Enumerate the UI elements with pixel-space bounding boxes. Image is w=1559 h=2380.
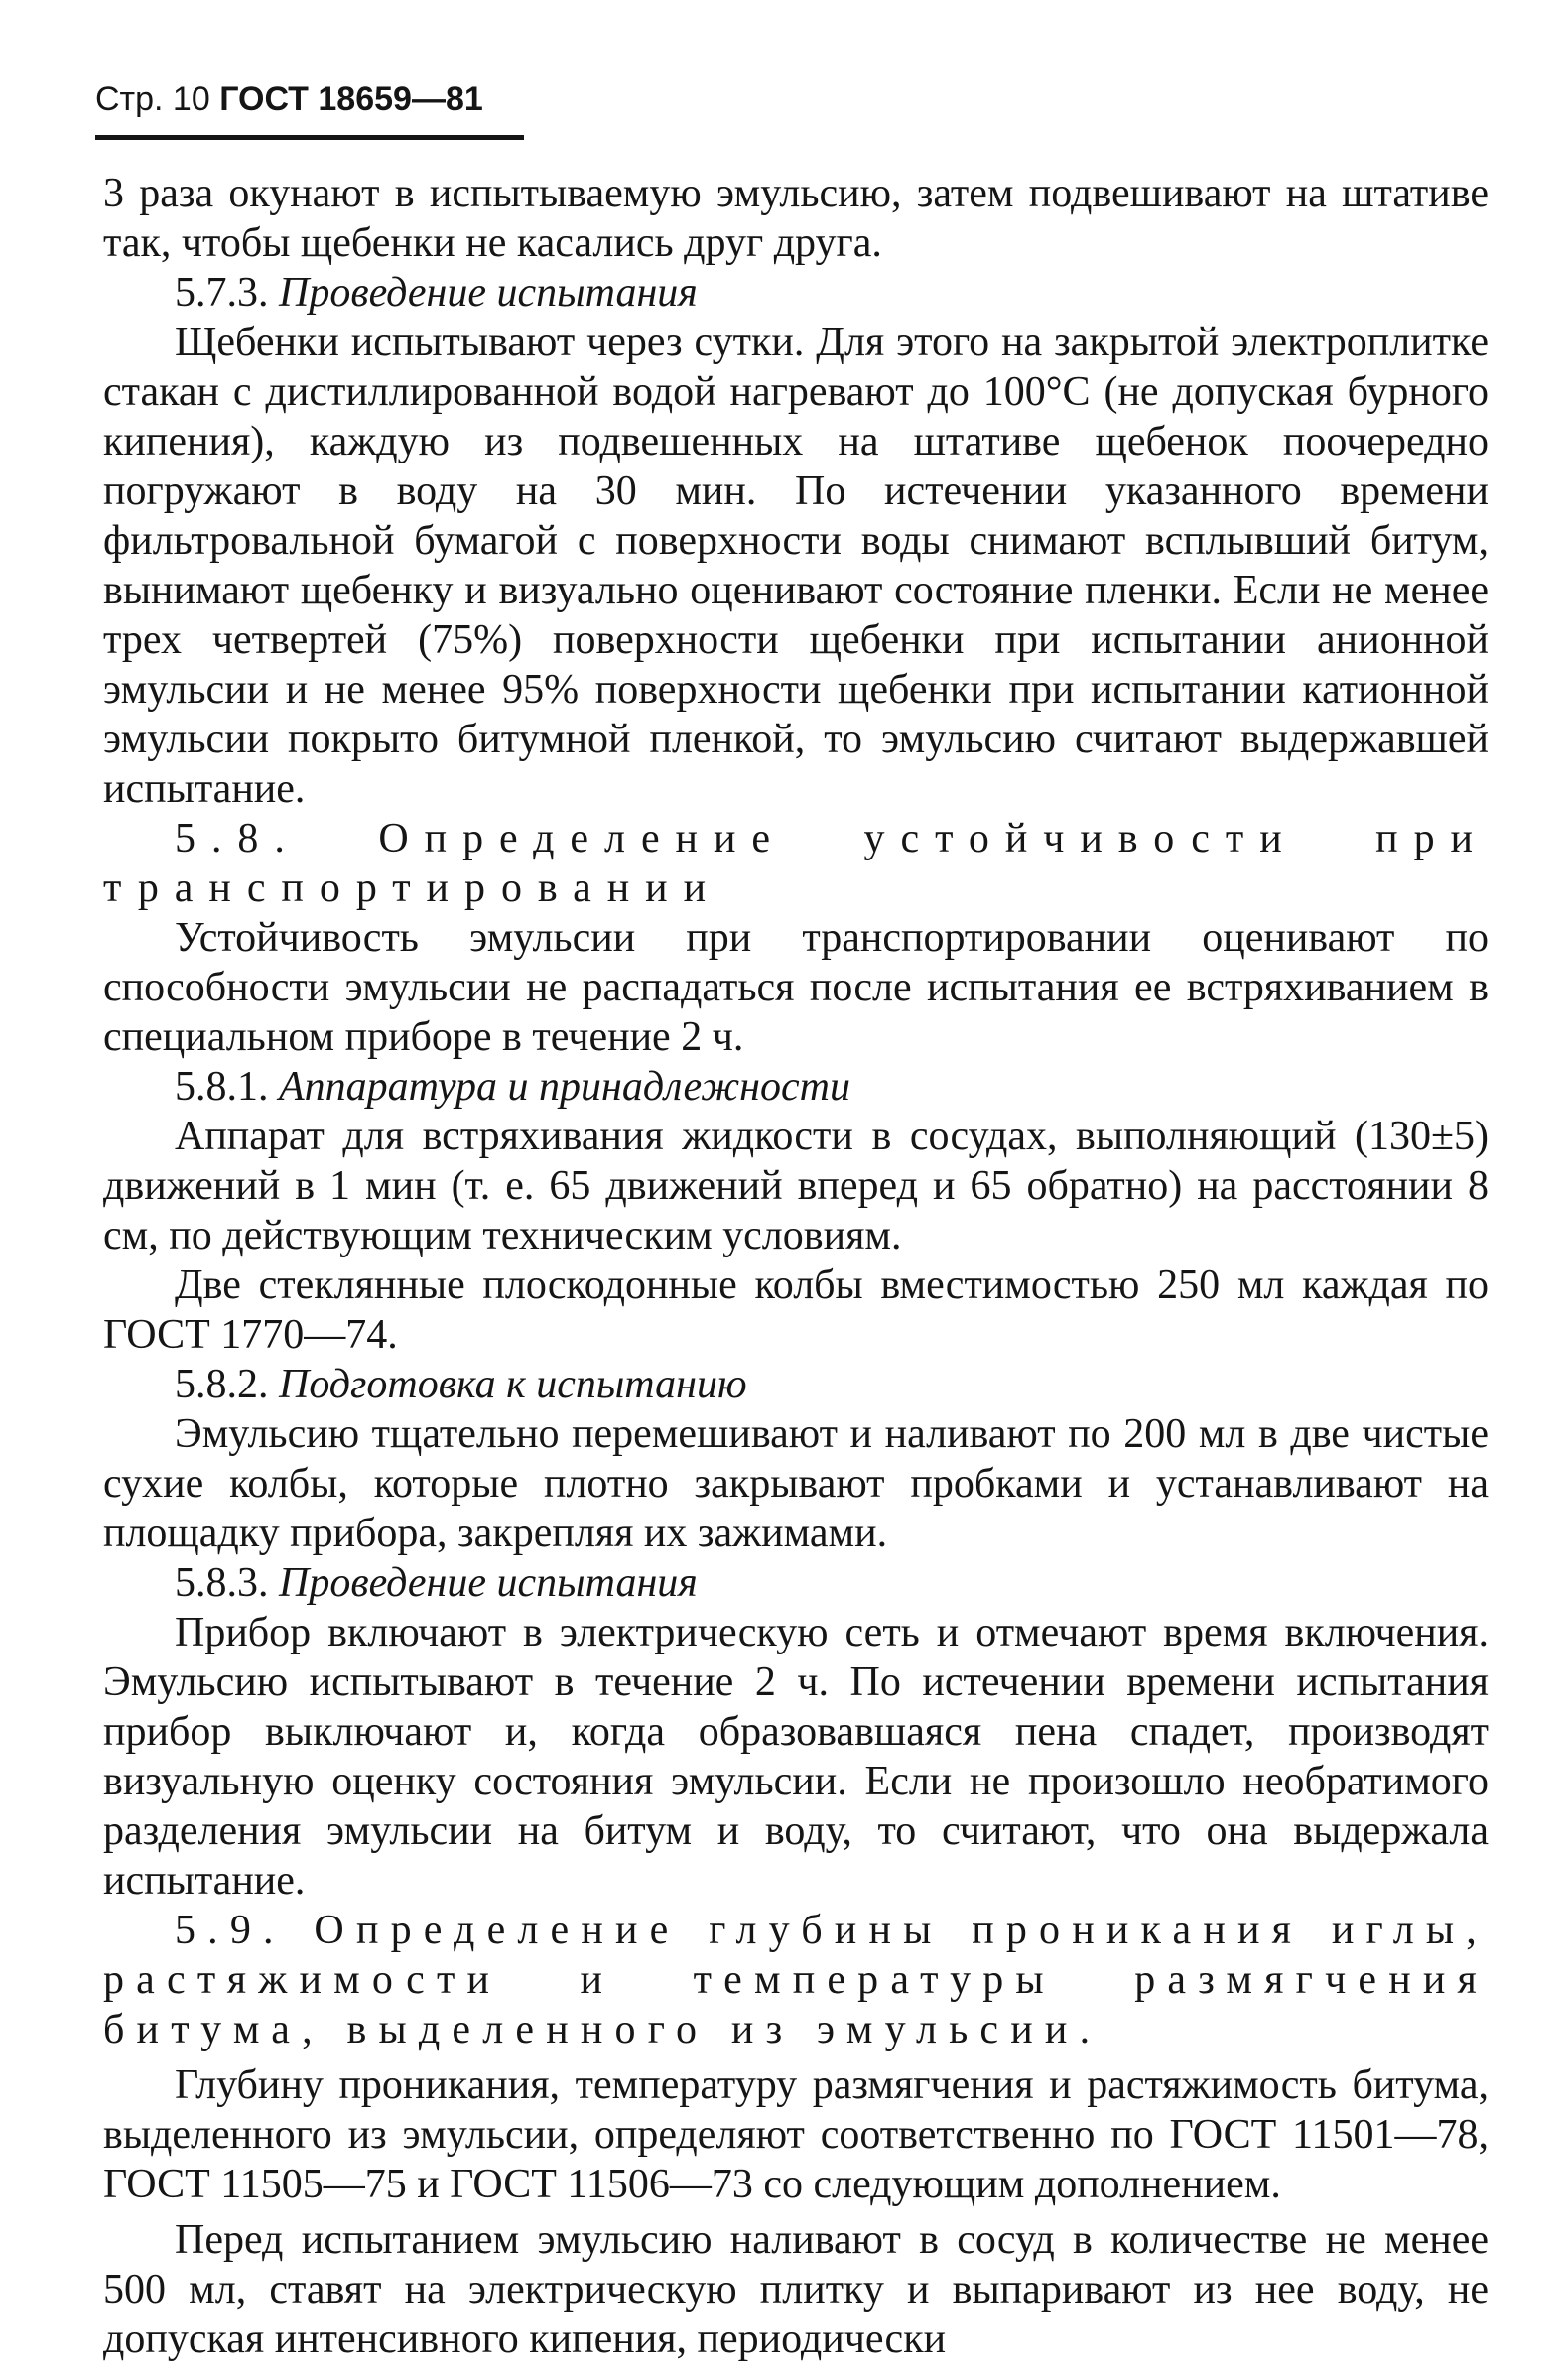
paragraph-evaporation: Перед испытанием эмульсию наливают в сосуд в количестве не менее 500 мл, ставят на электрическую плитку и выпаривают из нее воду, не допуская интенсивного кипения, периодически (103, 2217, 1489, 2362)
paragraph-flasks: Две стеклянные плоскодонные колбы вместимостью 250 мл каждая по ГОСТ 1770—74. (103, 1262, 1489, 1358)
subsection-title: Проведение испытания (279, 1560, 698, 1606)
paragraph-continuation: 3 раза окунают в испытываемую эмульсию, затем подвешивают на штативе так, чтобы щебенки не касались друг друга. (103, 171, 1489, 266)
paragraph-apparatus: Аппарат для встряхивания жидкости в сосудах, выполняющий (130±5) движений в 1 мин (т. е. 65 движений вперед и 65 обратно) на расстоянии 8 см, по действующим техническим условиям. (103, 1114, 1489, 1258)
subsection-number: 5.7.3. (175, 270, 269, 316)
subsection-number: 5.8.3. (175, 1560, 269, 1606)
paragraph-preparation: Эмульсию тщательно перемешивают и наливают по 200 мл в две чистые сухие колбы, которые плотно закрывают пробками и устанавливают на площадку прибора, закрепляя их зажимами. (103, 1411, 1489, 1556)
subsection-heading-5-8-3 (103, 1558, 1489, 1608)
page-number: Стр. 10 (95, 80, 210, 118)
subsection-number: 5.8.1. (175, 1064, 269, 1110)
document-body (103, 169, 1489, 2364)
subsection-heading-5-7-3 (103, 268, 1489, 318)
subsection-number: 5.8.2. (175, 1362, 269, 1407)
paragraph-bitumen-properties: Глубину проникания, температуру размягчения и растяжимость битума, выделенного из эмульсии, определяют соответственно по ГОСТ 11501—78, ГОСТ 11505—75 и ГОСТ 11506—73 со следующим дополнением. (103, 2062, 1489, 2207)
standard-number: ГОСТ 18659—81 (219, 80, 483, 118)
header-rule (95, 135, 524, 140)
paragraph-shaking-test: Прибор включают в электрическую сеть и отмечают время включения. Эмульсию испытывают в течение 2 ч. По истечении времени испытания прибор выключают и, когда образовавшаяся пена спадет, производят визуальную оценку состояния эмульсии. Если не произошло необратимого разделения эмульсии на битум и воду, то считают, что она выдержала испытание. (103, 1610, 1489, 1904)
section-heading-5-8: 5.8. Определение устойчивости при транспортировании (103, 816, 1489, 911)
page-header (95, 79, 483, 119)
subsection-title: Аппаратура и принадлежности (279, 1064, 850, 1110)
section-heading-5-9: 5.9. Определение глубины проникания иглы, растяжимости и температуры размягчения битума, выделенного из эмульсии. (103, 1908, 1489, 2052)
paragraph-test-procedure: Щебенки испытывают через сутки. Для этого на закрытой электроплитке стакан с дистиллированной водой нагревают до 100°С (не допуская бурного кипения), каждую из подвешенных на штативе щебенок поочередно погружают в воду на 30 мин. По истечении указанного времени фильтровальной бумагой с поверхности воды снимают всплывший битум, вынимают щебенку и визуально оценивают состояние пленки. Если не менее трех четвертей (75%) поверхности щебенки при испытании анионной эмульсии и не менее 95% поверхности щебенки при испытании катионной эмульсии покрыто битумной пленкой, то эмульсию считают выдержавшей испытание. (103, 320, 1489, 812)
subsection-heading-5-8-2 (103, 1360, 1489, 1409)
paragraph-transport-stability: Устойчивость эмульсии при транспортировании оценивают по способности эмульсии не распадаться после испытания ее встряхиванием в специальном приборе в течение 2 ч. (103, 915, 1489, 1060)
subsection-title: Проведение испытания (279, 270, 698, 316)
subsection-title: Подготовка к испытанию (279, 1362, 747, 1407)
subsection-heading-5-8-1 (103, 1062, 1489, 1112)
